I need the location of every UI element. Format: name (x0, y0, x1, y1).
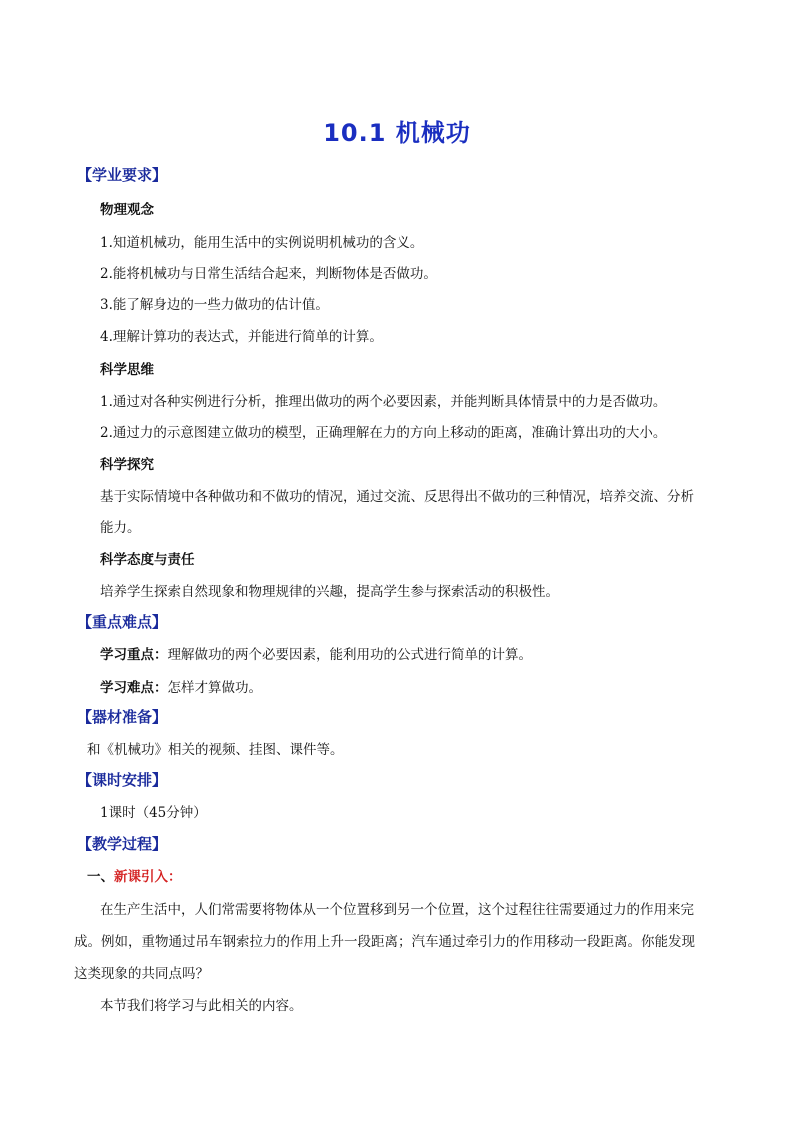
focus-line (100, 643, 532, 663)
schedule-text: 1课时（45分钟） (100, 805, 207, 821)
focus-text: 理解做功的两个必要因素，能利用功的公式进行简单的计算。 (167, 647, 532, 663)
paragraph-line: 本节我们将学习与此相关的内容。 (100, 998, 303, 1014)
subheading-attitude: 科学态度与责任 (100, 552, 195, 568)
paragraph-line: 成。例如，重物通过吊车钢索拉力的作用上升一段距离；汽车通过牵引力的作用移动一段距离。你能发现 (74, 934, 695, 950)
list-item: 2.通过力的示意图建立做功的模型，正确理解在力的方向上移动的距离，准确计算出功的大小。 (100, 425, 667, 441)
paragraph-line: 基于实际情境中各种做功和不做功的情况，通过交流、反思得出不做功的三种情况，培养交流、分析 (100, 489, 694, 505)
intro-heading (87, 865, 182, 885)
section-heading-requirements: 【学业要求】 (77, 166, 168, 184)
page-title: 10.1 机械功 (323, 119, 471, 147)
list-item: 4.理解计算功的表达式，并能进行简单的计算。 (100, 329, 383, 345)
paragraph-line: 在生产生活中，人们常需要将物体从一个位置移到另一个位置，这个过程往往需要通过力的作用来完 (100, 902, 694, 918)
difficulty-line (100, 676, 262, 696)
section-heading-schedule: 【课时安排】 (77, 771, 168, 789)
list-item: 2.能将机械功与日常生活结合起来，判断物体是否做功。 (100, 266, 437, 282)
subheading-scientific-inquiry: 科学探究 (100, 457, 154, 473)
list-item: 3.能了解身边的一些力做功的估计值。 (100, 297, 329, 313)
paragraph-line: 培养学生探索自然现象和物理规律的兴趣，提高学生参与探索活动的积极性。 (100, 584, 559, 600)
difficulty-text: 怎样才算做功。 (167, 680, 262, 696)
difficulty-label: 学习难点： (100, 680, 168, 696)
intro-label: 新课引入： (114, 869, 182, 885)
section-heading-key-points: 【重点难点】 (77, 613, 168, 631)
paragraph-line: 这类现象的共同点吗？ (74, 966, 209, 982)
materials-text: 和《机械功》相关的视频、挂图、课件等。 (87, 742, 344, 758)
focus-label: 学习重点： (100, 647, 168, 663)
list-item: 1.通过对各种实例进行分析，推理出做功的两个必要因素，并能判断具体情景中的力是否做功。 (100, 394, 667, 410)
section-heading-process: 【教学过程】 (77, 835, 168, 853)
section-heading-materials: 【器材准备】 (77, 708, 168, 726)
subheading-scientific-thinking: 科学思维 (100, 362, 154, 378)
list-item: 1.知道机械功，能用生活中的实例说明机械功的含义。 (100, 235, 424, 251)
intro-prefix: 一、 (87, 869, 114, 885)
subheading-physics-concept: 物理观念 (100, 202, 154, 218)
paragraph-line: 能力。 (100, 520, 141, 536)
